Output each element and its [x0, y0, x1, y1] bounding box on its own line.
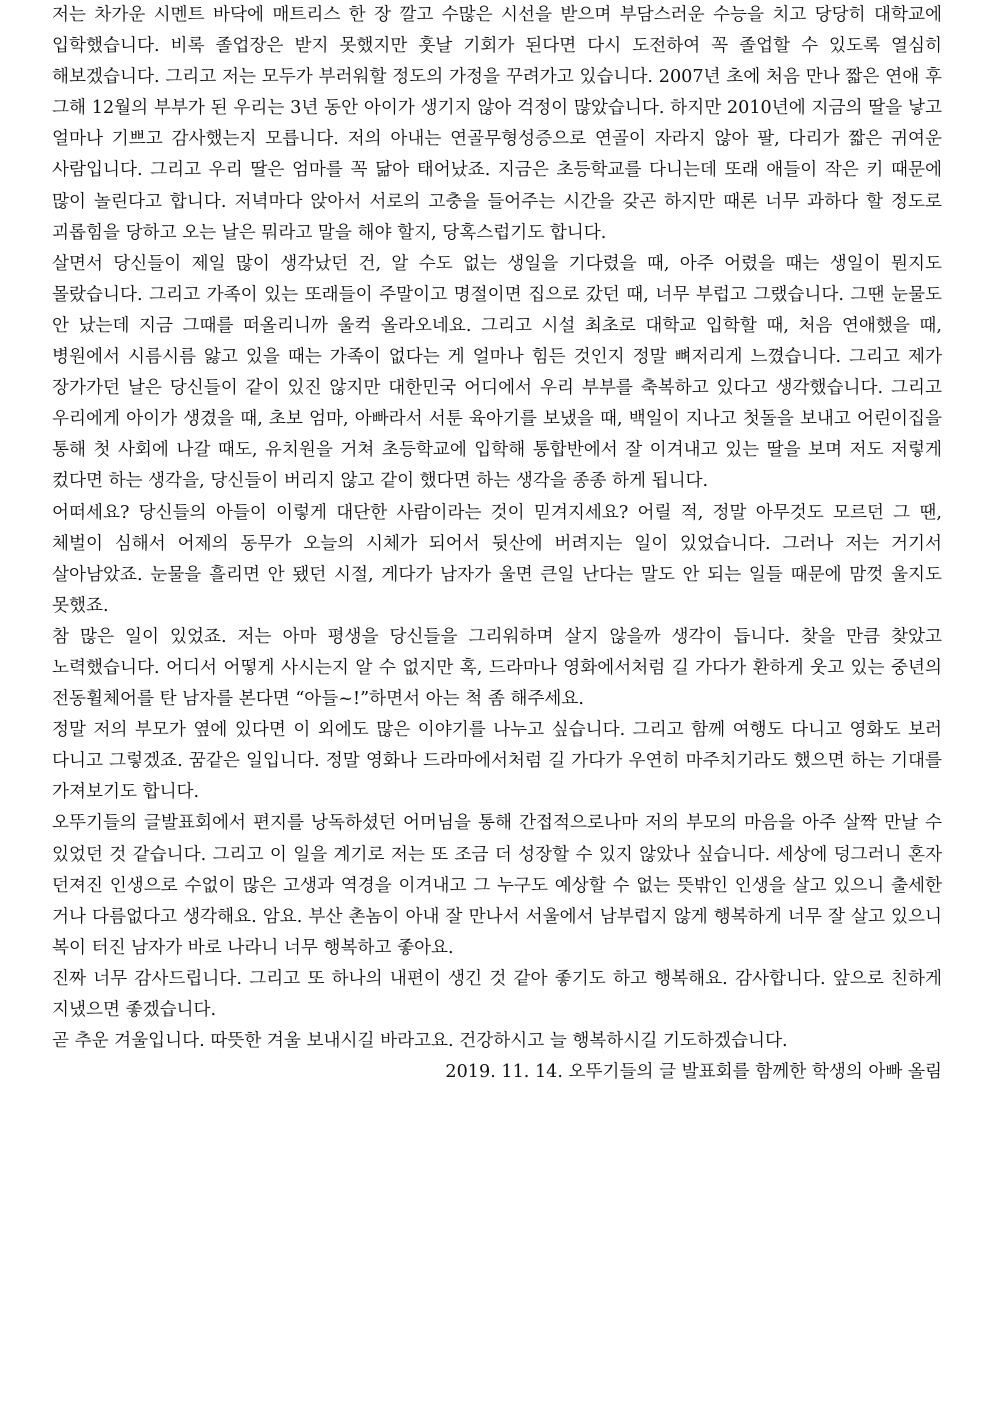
- letter-paragraph-2: 살면서 당신들이 제일 많이 생각났던 건, 알 수도 없는 생일을 기다렸을 때, 아주 어렸을 때는 생일이 뭔지도 몰랐습니다. 그리고 가족이 있는 또래들이 주말이고 명절이면 집으로 갔던 때, 너무 부럽고 그랬습니다. 그땐 눈물도 안 났는데 지금 그때를 떠올리니까 울컥 올라오네요. 그리고 시설 최초로 대학교 입학할 때, 처음 연애했을 때, 병원에서 시름시름 앓고 있을 때는 가족이 없다는 게 얼마나 힘든 것인지 정말 뼈저리게 느꼈습니다. 그리고 제가 장가가던 날은 당신들이 같이 있진 않지만 대한민국 어디에서 우리 부부를 축복하고 있다고 생각했습니다. 그리고 우리에게 아이가 생겼을 때, 초보 엄마, 아빠라서 서툰 육아기를 보냈을 때, 백일이 지나고 첫돌을 보내고 어린이집을 통해 첫 사회에 나갈 때도, 유치원을 거쳐 초등학교에 입학해 통합반에서 잘 이겨내고 있는 딸을 보며 저도 저렇게 컸다면 하는 생각을, 당신들이 버리지 않고 같이 했다면 하는 생각을 종종 하게 됩니다.: [52, 253, 942, 492]
- letter-paragraph-6: 오뚜기들의 글발표회에서 편지를 낭독하셨던 어머님을 통해 간접적으로나마 저의 부모의 마음을 아주 살짝 만날 수 있었던 것 같습니다. 그리고 이 일을 계기로 저는 또 조금 더 성장할 수 있지 않았나 싶습니다. 세상에 덩그러니 혼자 던져진 인생으로 수없이 많은 고생과 역경을 이겨내고 그 누구도 예상할 수 없는 뜻밖인 인생을 살고 있으니 출세한 거나 다름없다고 생각해요. 암요. 부산 촌놈이 아내 잘 만나서 서울에서 남부럽지 않게 행복하게 너무 잘 살고 있으니 복이 터진 남자가 바로 나라니 너무 행복하고 좋아요.: [52, 813, 942, 958]
- letter-body: [52, 0, 942, 1088]
- letter-paragraph-1: 저는 차가운 시멘트 바닥에 매트리스 한 장 깔고 수많은 시선을 받으며 부담스러운 수능을 치고 당당히 대학교에 입학했습니다. 비록 졸업장은 받지 못했지만 훗날 기회가 된다면 다시 도전하여 꼭 졸업할 수 있도록 열심히 해보겠습니다. 그리고 저는 모두가 부러워할 정도의 가정을 꾸려가고 있습니다. 2007년 초에 처음 만나 짧은 연애 후 그해 12월의 부부가 된 우리는 3년 동안 아이가 생기지 않아 걱정이 많았습니다. 하지만 2010년에 지금의 딸을 낳고 얼마나 기쁘고 감사했는지 모릅니다. 저의 아내는 연골무형성증으로 연골이 자라지 않아 팔, 다리가 짧은 귀여운 사람입니다. 그리고 우리 딸은 엄마를 꼭 닮아 태어났죠. 지금은 초등학교를 다니는데 또래 애들이 작은 키 때문에 많이 놀린다고 합니다. 저녁마다 앉아서 서로의 고충을 들어주는 시간을 갖곤 하지만 때론 너무 과하다 할 정도로 괴롭힘을 당하고 오는 날은 뭐라고 말을 해야 할지, 당혹스럽기도 합니다.: [52, 5, 942, 243]
- letter-paragraph-3: 어떠세요? 당신들의 아들이 이렇게 대단한 사람이라는 것이 믿겨지세요? 어릴 적, 정말 아무것도 모르던 그 땐, 체벌이 심해서 어제의 동무가 오늘의 시체가 되어서 뒷산에 버려지는 일이 있었습니다. 그러나 저는 거기서 살아남았죠. 눈물을 흘리면 안 됐던 시절, 게다가 남자가 울면 큰일 난다는 말도 안 되는 일들 때문에 맘껏 울지도 못했죠.: [52, 502, 942, 616]
- letter-paragraph-8: 곧 추운 겨울입니다. 따뜻한 겨울 보내시길 바라고요. 건강하시고 늘 행복하시길 기도하겠습니다.: [52, 1031, 788, 1052]
- letter-paragraph-5: 정말 저의 부모가 옆에 있다면 이 외에도 많은 이야기를 나누고 싶습니다. 그리고 함께 여행도 다니고 영화도 보러 다니고 그렇겠죠. 꿈같은 일입니다. 정말 영화나 드라마에서처럼 길 가다가 우연히 마주치기라도 했으면 하는 기대를 가져보기도 합니다.: [52, 720, 942, 803]
- letter-paragraph-4: 참 많은 일이 있었죠. 저는 아마 평생을 당신들을 그리워하며 살지 않을까 생각이 듭니다. 찾을 만큼 찾았고 노력했습니다. 어디서 어떻게 사시는지 알 수 없지만 혹, 드라마나 영화에서처럼 길 가다가 환하게 웃고 있는 중년의 전동휠체어를 탄 남자를 본다면 “아들~!”하면서 아는 척 좀 해주세요.: [52, 626, 942, 710]
- letter-signature: 2019. 11. 14. 오뚜기들의 글 발표회를 함께한 학생의 아빠 올림: [445, 1062, 942, 1083]
- letter-paragraph-7: 진짜 너무 감사드립니다. 그리고 또 하나의 내편이 생긴 것 같아 좋기도 하고 행복해요. 감사합니다. 앞으로 친하게 지냈으면 좋겠습니다.: [52, 968, 942, 1020]
